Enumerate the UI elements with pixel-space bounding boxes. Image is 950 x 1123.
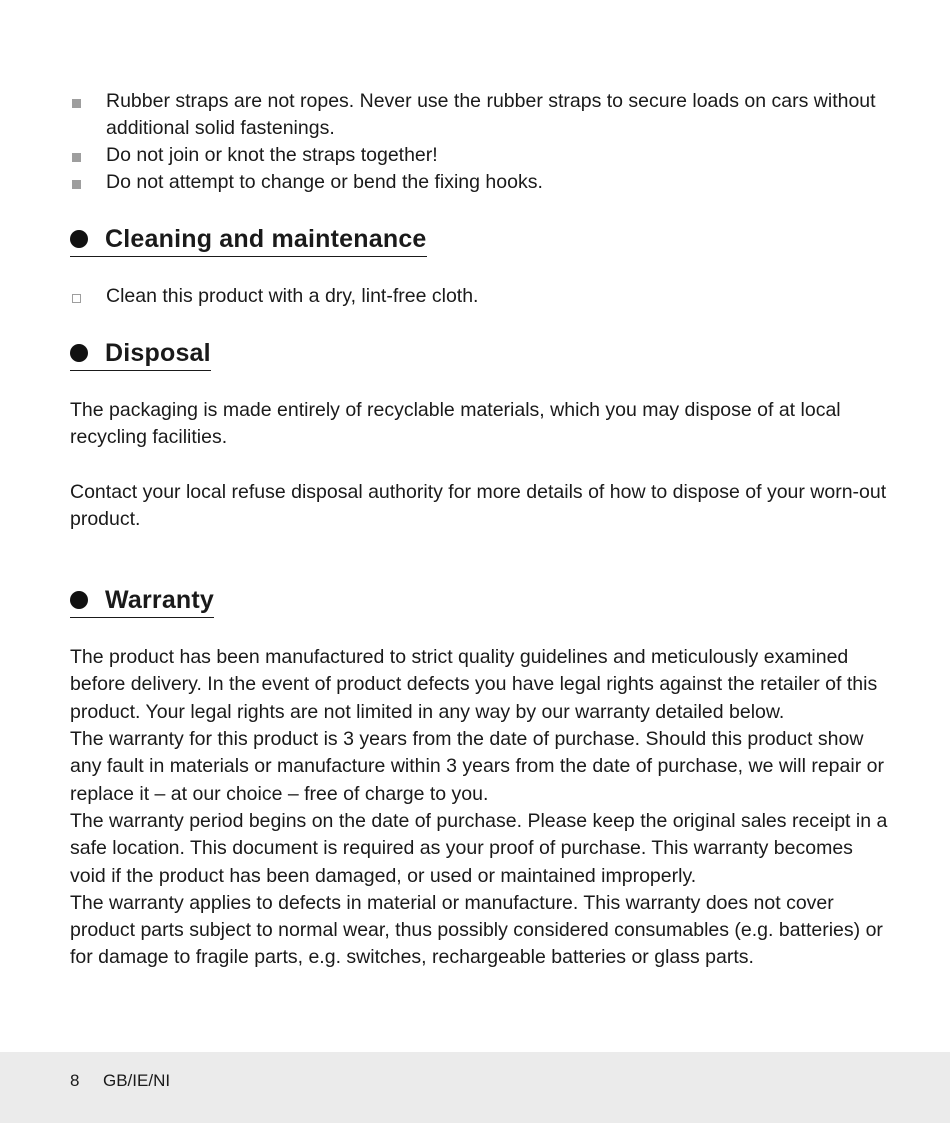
list-item-text: Do not attempt to change or bend the fixing hooks.: [106, 171, 543, 193]
warranty-section: [70, 584, 890, 972]
disposal-paragraph: The packaging is made entirely of recyclable materials, which you may dispose of at local recycling facilities.: [70, 399, 841, 449]
manual-page: [70, 88, 890, 972]
list-item: [70, 169, 890, 196]
warranty-heading: [70, 584, 214, 618]
page-number: 8: [70, 1071, 80, 1090]
warranty-paragraph: The product has been manufactured to strict quality guidelines and meticulously examined before delivery. In the event of product defects you have legal rights against the retailer of this product. Your legal rights are not limited in any way by our warranty detailed below.: [70, 646, 878, 723]
bullet-dot-icon: [70, 591, 88, 609]
list-item: [70, 142, 890, 169]
list-item: [70, 88, 890, 142]
list-item-text: Do not join or knot the straps together!: [106, 144, 438, 166]
list-item-text: Clean this product with a dry, lint-free cloth.: [106, 285, 479, 307]
disposal-heading: [70, 337, 211, 371]
warranty-paragraph: The warranty applies to defects in material or manufacture. This warranty does not cover product parts subject to normal wear, thus possibly considered consumables (e.g. batteries) or for damage to fragile parts, e.g. switches, rechargeable batteries or glass parts.: [70, 891, 883, 969]
warranty-body: [70, 644, 890, 972]
disposal-section: [70, 337, 890, 533]
empty-square-bullet-icon: [72, 294, 81, 303]
square-bullet-icon: [72, 153, 81, 162]
safety-bullet-list: [70, 88, 890, 196]
region-code: GB/IE/NI: [103, 1071, 171, 1090]
list-item-text: Rubber straps are not ropes. Never use the rubber straps to secure loads on cars without additional solid fastenings.: [106, 90, 876, 139]
bullet-dot-icon: [70, 230, 88, 248]
section-title: Warranty: [105, 586, 215, 615]
cleaning-heading: [70, 223, 427, 257]
square-bullet-icon: [72, 180, 81, 189]
disposal-paragraph: Contact your local refuse disposal authority for more details of how to dispose of your worn-out product.: [70, 480, 887, 530]
square-bullet-icon: [72, 99, 81, 108]
list-item: [70, 283, 890, 310]
warranty-paragraph: The warranty period begins on the date of purchase. Please keep the original sales receipt in a safe location. This document is required as your proof of purchase. This warranty becomes void if the product has been damaged, or used or maintained improperly.: [70, 809, 888, 887]
warranty-paragraph: The warranty for this product is 3 years from the date of purchase. Should this product show any fault in materials or manufacture within 3 years from the date of purchase, we will repair or replace it – at our choice – free of charge to you.: [70, 728, 884, 805]
cleaning-section: [70, 223, 890, 310]
section-title: Disposal: [105, 339, 211, 367]
bullet-dot-icon: [70, 344, 88, 362]
page-footer: [0, 1052, 950, 1123]
cleaning-list: [70, 283, 890, 310]
section-title: Cleaning and maintenance: [105, 225, 427, 253]
